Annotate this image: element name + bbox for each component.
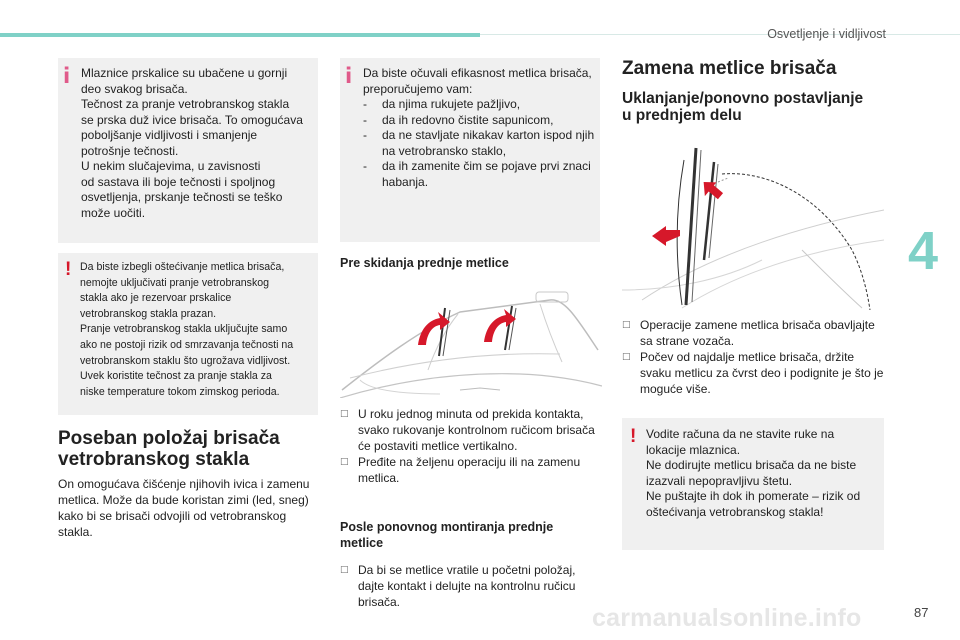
info-box-nozzles (58, 58, 318, 243)
warning-mark-icon: ! (630, 426, 637, 447)
subheading-removal-refitting: Uklanjanje/ponovno postavljanje u prednjem delu (622, 90, 864, 124)
checkbox-square-icon: □ (340, 409, 349, 419)
wiper-lift-figure (622, 140, 884, 310)
header-rule (480, 34, 960, 35)
bullets-before-removing (340, 406, 598, 486)
heading-blade-replacement: Zamena metlice brisača (622, 58, 837, 79)
section-title: Osvetljenje i vidljivost (767, 27, 886, 41)
list-item: - da ih zamenite čim se pojave prvi znaci habanja. (363, 159, 591, 189)
warning-mark-icon: ! (65, 259, 72, 280)
info-box-blade-care (340, 58, 600, 242)
list-item: □ Operacije zamene metlica brisača obavljajte sa strane vozača. (622, 318, 875, 348)
paragraph-special-position: On omogućava čišćenje njihovih ivica i zamenu metlica. Može da bude koristan zimi (led, sneg) kako bi se brisači odvojili od vetrobranskog stakla. (58, 477, 310, 539)
heading-before-removing: Pre skidanja prednje metlice (340, 256, 509, 270)
info-box-intro: Da biste očuvali efikasnost metlica brisača, preporučujemo vam: (363, 66, 592, 96)
list-item: □ Počev od najdalje metlice brisača, držite svaku metlicu za čvrst deo i podignite je što je moguće više. (622, 350, 884, 396)
watermark: carmanualsonline.info (592, 604, 862, 632)
bullets-blade-replacement (622, 317, 884, 397)
checkbox-square-icon: □ (340, 565, 349, 575)
blade-care-list (363, 97, 597, 190)
checkbox-square-icon: □ (340, 457, 349, 467)
checkbox-square-icon: □ (622, 320, 631, 330)
checkbox-square-icon: □ (622, 352, 631, 362)
page-number: 87 (914, 605, 929, 620)
warning-box-blade-handling (622, 418, 884, 550)
warning-box-text: Vodite računa da ne stavite ruke na lokacije mlaznica. Ne dodirujte metlicu brisača da ne biste izazvali nepopravljivu štetu. Ne puštajte ih dok ih pomerate – rizik od oštećivanja vetrobranskog stakla! (646, 427, 861, 519)
list-item: □ Da bi se metlice vratile u početni položaj, dajte kontakt i delujte na kontrolnu ručicu brisača. (340, 563, 576, 609)
header-accent-bar (0, 33, 480, 37)
bullets-after-refitting (340, 562, 598, 610)
info-box-text: Mlaznice prskalice su ubačene u gornji deo svakog brisača. Tečnost za pranje vetrobranskog stakla se prska duž ivice brisača. To omogućava poboljšanje vidljivosti i smanjenje potrošnje tečnosti. U nekim slučajevima, u zavisnosti od sastava ili boje tečnosti i spoljnog osvetljenja, prskanje tečnosti se teško može uočiti. (81, 66, 303, 220)
list-item: □ U roku jednog minuta od prekida kontakta, svako rukovanje kontrolnom ručicom brisača će postaviti metlice vertikalno. (340, 407, 595, 453)
list-item: □ Pređite na željenu operaciju ili na zamenu metlica. (340, 455, 581, 485)
list-item: - da ih redovno čistite sapunicom, (363, 112, 554, 127)
heading-after-refitting: Posle ponovnog montiranja prednje metlice (340, 520, 554, 550)
warning-box-text: Da biste izbegli oštećivanje metlica brisača, nemojte uključivati pranje vetrobranskog stakla ako je rezervoar prskalice vetrobranskog stakla prazan. Pranje vetrobranskog stakla uključujte samo ako ne postoji rizik od smrzavanja tečnosti na vetrobranskom staklu što ugrožava vidljivost. Uvek koristite tečnost za pranje stakla za niske temperature tokom zimskog perioda. (80, 261, 294, 398)
heading-special-position: Poseban položaj brisača vetrobranskog stakla (58, 428, 280, 470)
chapter-number: 4 (907, 221, 939, 281)
list-item: - da ne stavljate nikakav karton ispod njih na vetrobransko staklo, (363, 128, 595, 158)
info-mark-icon: i (345, 64, 353, 88)
info-mark-icon: i (63, 64, 71, 88)
car-front-wipers-figure (340, 290, 602, 398)
list-item: - da njima rukujete pažljivo, (363, 97, 521, 111)
warning-box-washer (58, 253, 318, 415)
